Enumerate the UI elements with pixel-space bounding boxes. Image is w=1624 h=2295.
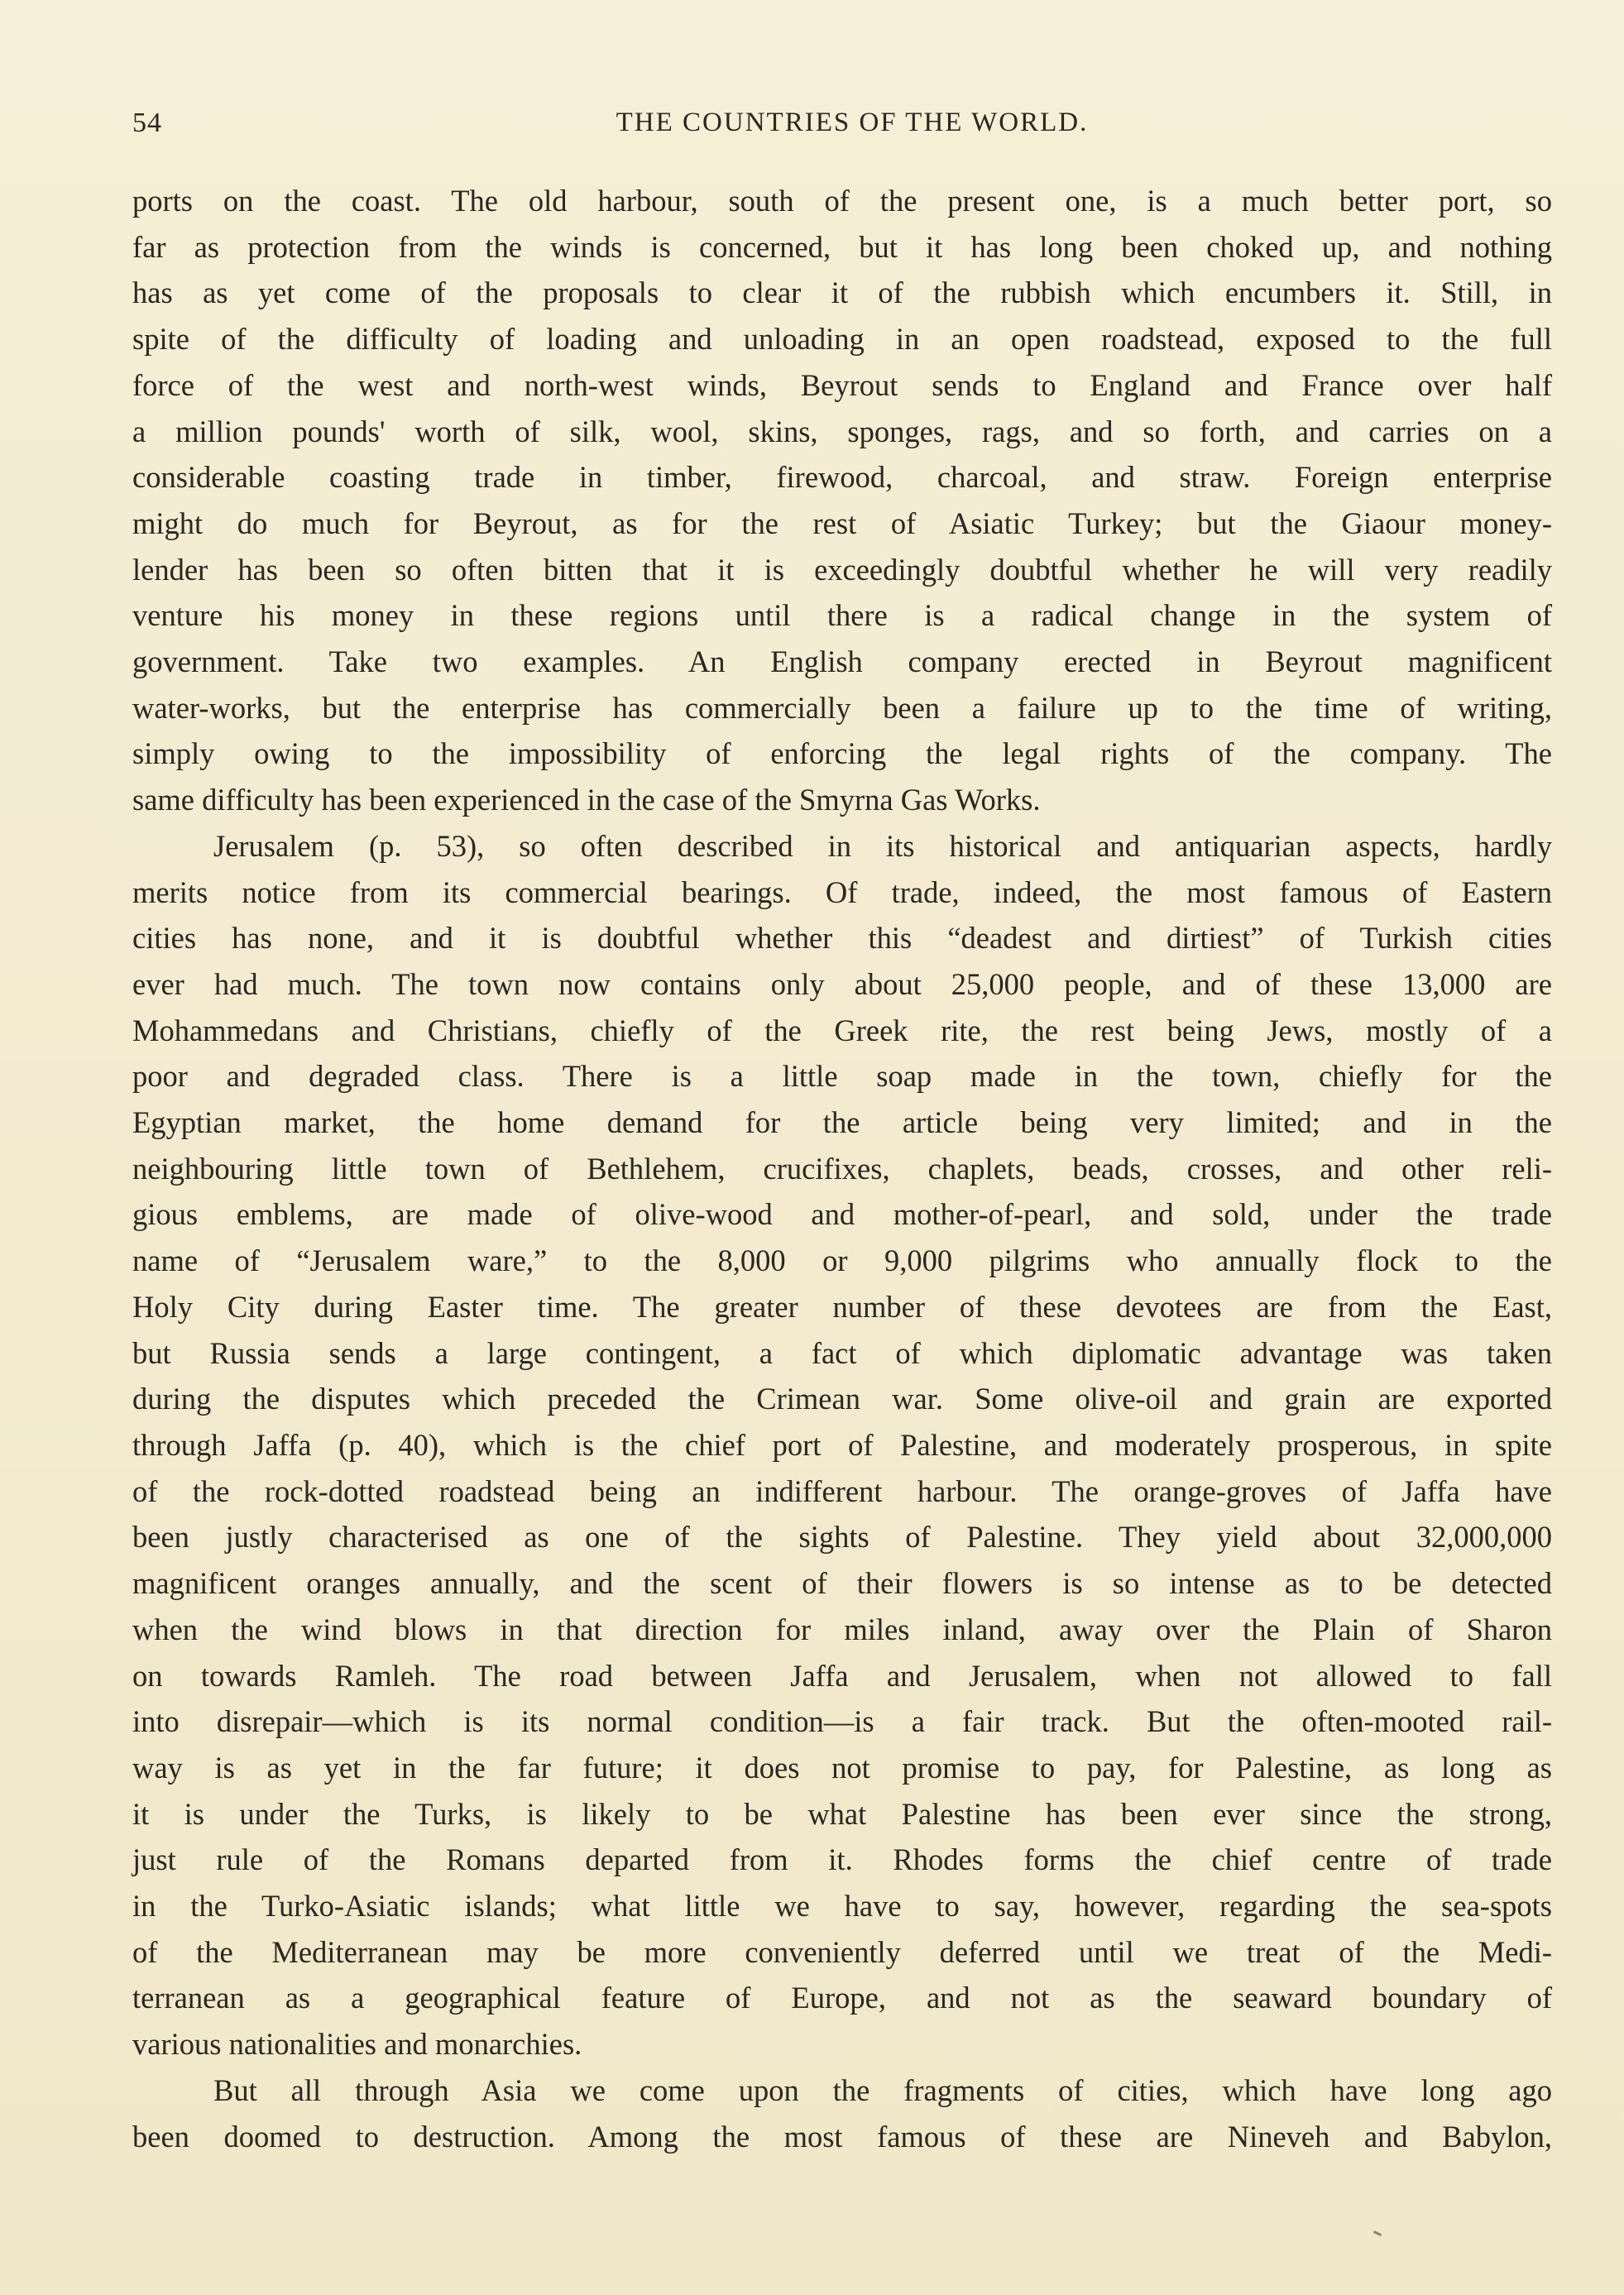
text-line: water-works, but the enterprise has commercially been a failure up to the time of writing, xyxy=(132,690,1552,725)
text-line: a million pounds' worth of silk, wool, skins, sponges, rags, and so forth, and carries on a xyxy=(132,414,1552,448)
page-header xyxy=(132,108,1539,157)
text-line: force of the west and north-west winds, Beyrout sends to England and France over half xyxy=(132,367,1552,402)
text-line: government. Take two examples. An English company erected in Beyrout magnificent xyxy=(132,644,1552,679)
text-line: has as yet come of the proposals to clear it of the rubbish which encumbers it. Still, in xyxy=(132,275,1552,310)
text-line: merits notice from its commercial bearings. Of trade, indeed, the most famous of Eastern xyxy=(132,874,1552,909)
text-line: considerable coasting trade in timber, firewood, charcoal, and straw. Foreign enterprise xyxy=(132,460,1552,495)
paragraph xyxy=(132,2067,1552,2159)
text-line: just rule of the Romans departed from it. Rhodes forms the chief centre of trade xyxy=(132,1842,1552,1877)
text-line: neighbouring little town of Bethlehem, crucifixes, chaplets, beads, crosses, and other reli- xyxy=(132,1151,1552,1186)
text-line: Mohammedans and Christians, chiefly of the Greek rite, the rest being Jews, mostly of a xyxy=(132,1013,1552,1047)
text-line: gious emblems, are made of olive-wood and mother-of-pearl, and sold, under the trade xyxy=(132,1197,1552,1232)
text-line: been justly characterised as one of the sights of Palestine. They yield about 32,000,000 xyxy=(132,1520,1552,1555)
text-line: ports on the coast. The old harbour, south of the present one, is a much better port, so xyxy=(132,184,1552,218)
text-line: spite of the difficulty of loading and unloading in an open roadstead, exposed to the full xyxy=(132,322,1552,357)
text-line: various nationalities and monarchies. xyxy=(132,2027,582,2062)
page-number: 54 xyxy=(132,108,162,138)
text-line: of the rock-dotted roadstead being an indifferent harbour. The orange-groves of Jaffa have xyxy=(132,1473,1552,1508)
text-line: been doomed to destruction. Among the most famous of these are Nineveh and Babylon, xyxy=(132,2119,1552,2154)
print-speck xyxy=(1373,2230,1382,2236)
text-line: name of “Jerusalem ware,” to the 8,000 or 9,000 pilgrims who annually flock to the xyxy=(132,1243,1552,1278)
paragraph xyxy=(132,823,1552,2067)
text-line: might do much for Beyrout, as for the rest of Asiatic Turkey; but the Giaour money- xyxy=(132,505,1552,540)
text-line: Jerusalem (p. 53), so often described in its historical and antiquarian aspects, hardly xyxy=(213,828,1552,863)
text-line: simply owing to the impossibility of enforcing the legal rights of the company. The xyxy=(132,736,1552,771)
text-line: in the Turko-Asiatic islands; what little we have to say, however, regarding the sea-spots xyxy=(132,1889,1552,1924)
text-line: of the Mediterranean may be more conveniently deferred until we treat of the Medi- xyxy=(132,1934,1552,1969)
text-line: way is as yet in the far future; it does not promise to pay, for Palestine, as long as xyxy=(132,1750,1552,1785)
body-text xyxy=(132,178,1552,2159)
text-line: it is under the Turks, is likely to be what Palestine has been ever since the strong, xyxy=(132,1796,1552,1831)
text-line: terranean as a geographical feature of Europe, and not as the seaward boundary of xyxy=(132,1981,1552,2015)
text-line: Egyptian market, the home demand for the article being very limited; and in the xyxy=(132,1105,1552,1140)
paragraph xyxy=(132,178,1552,823)
running-head: THE COUNTRIES OF THE WORLD. xyxy=(616,108,1089,137)
text-line: lender has been so often bitten that it is exceedingly doubtful whether he will very readily xyxy=(132,552,1552,587)
text-line: but Russia sends a large contingent, a fact of which diplomatic advantage was taken xyxy=(132,1335,1552,1370)
text-line: ever had much. The town now contains only about 25,000 people, and of these 13,000 are xyxy=(132,966,1552,1001)
text-line: venture his money in these regions until there is a radical change in the system of xyxy=(132,598,1552,633)
text-line: into disrepair—which is its normal condition—is a fair track. But the often-mooted rail- xyxy=(132,1704,1552,1739)
text-line: far as protection from the winds is concerned, but it has long been choked up, and nothing xyxy=(132,229,1552,264)
text-line: magnificent oranges annually, and the scent of their flowers is so intense as to be detected xyxy=(132,1566,1552,1601)
text-line: cities has none, and it is doubtful whether this “deadest and dirtiest” of Turkish cities xyxy=(132,921,1552,956)
text-line: Holy City during Easter time. The greater number of these devotees are from the East, xyxy=(132,1289,1552,1324)
text-line: during the disputes which preceded the Crimean war. Some olive-oil and grain are exported xyxy=(132,1382,1552,1416)
text-line: But all through Asia we come upon the fragments of cities, which have long ago xyxy=(213,2072,1552,2107)
text-line: on towards Ramleh. The road between Jaffa and Jerusalem, when not allowed to fall xyxy=(132,1658,1552,1693)
text-line: through Jaffa (p. 40), which is the chief port of Palestine, and moderately prosperous, in spite xyxy=(132,1427,1552,1462)
text-line: poor and degraded class. There is a little soap made in the town, chiefly for the xyxy=(132,1059,1552,1094)
text-line: same difficulty has been experienced in the case of the Smyrna Gas Works. xyxy=(132,783,1041,817)
text-line: when the wind blows in that direction for miles inland, away over the Plain of Sharon xyxy=(132,1612,1552,1646)
